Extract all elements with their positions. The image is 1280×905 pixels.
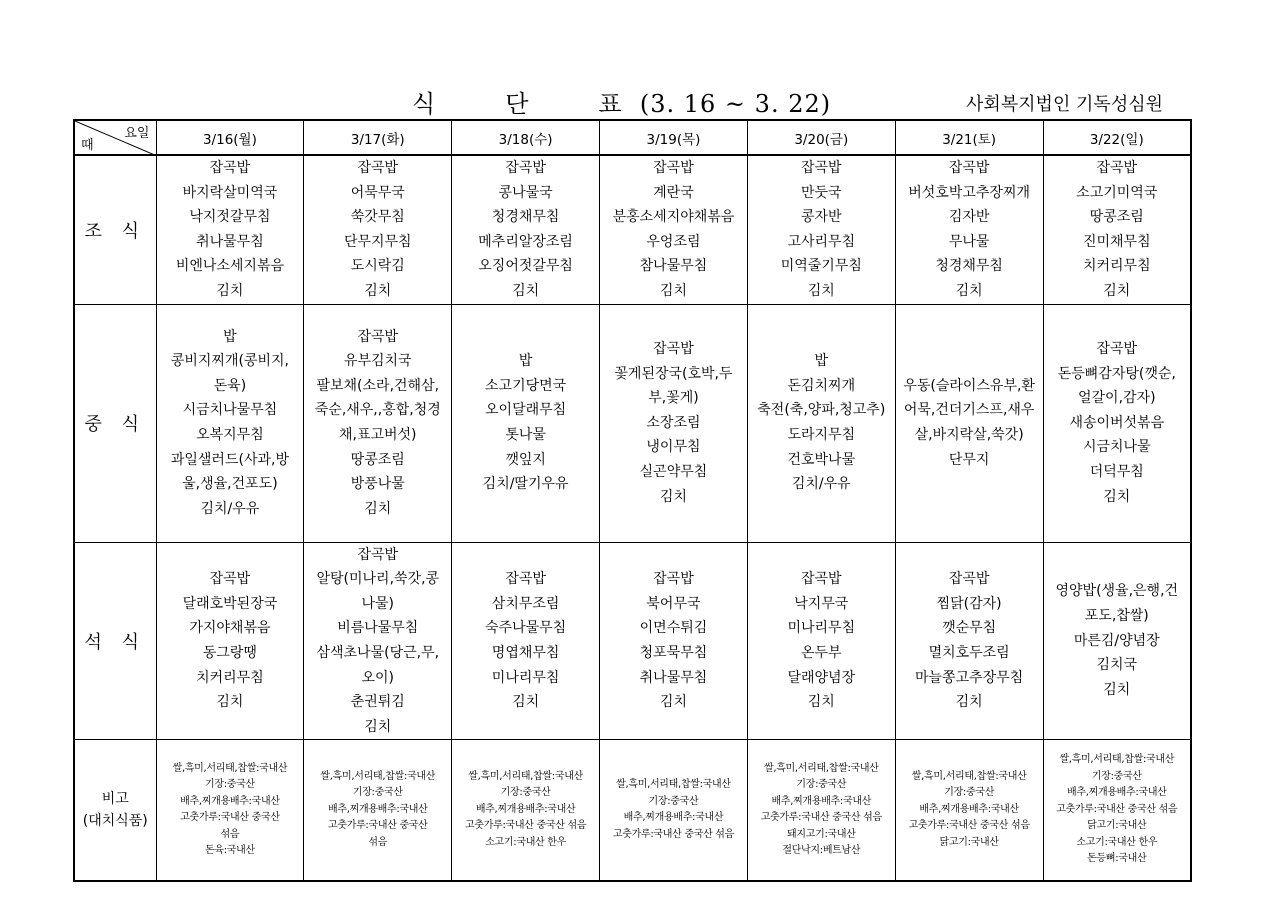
menu-item: 콩자반: [801, 209, 842, 226]
menu-item: 가지야채볶음: [189, 620, 271, 637]
menu-item: 잡곡밥: [505, 160, 546, 176]
menu-item: 김치/딸기우유: [482, 476, 569, 493]
menu-item: 김치: [807, 282, 835, 299]
menu-item: 바지락살미역국: [182, 184, 278, 201]
menu-item: 메추리알장조림: [478, 233, 573, 250]
menu-item: 도라지무침: [787, 427, 856, 444]
menu-item: 김치: [1103, 681, 1131, 698]
menu-item: 청경채무침: [491, 209, 560, 226]
day-header: 3/19(목): [600, 120, 748, 155]
menu-item: 삼치무조림: [491, 595, 560, 612]
menu-item: 김치: [512, 282, 540, 299]
menu-item: 잡곡밥: [209, 571, 251, 588]
menu-item: 청경채무침: [935, 258, 1003, 275]
menu-item: 오징어젓갈무침: [478, 258, 573, 275]
menu-item: 톳나물: [505, 427, 546, 444]
menu-item: 어묵,건더기스프,새우: [903, 402, 1035, 419]
menu-item: 찜닭(감자): [936, 595, 1002, 612]
menu-item: 김치: [659, 694, 687, 711]
menu-cell: [1043, 542, 1191, 740]
notes-label-line: 비고: [101, 791, 129, 808]
menu-cell: [1043, 155, 1191, 304]
origin-note: 배추,찌개용배추:국내산: [327, 803, 428, 815]
menu-item: 김치: [216, 694, 244, 711]
menu-item: 미역줄기무침: [780, 258, 862, 275]
notes-label: [74, 740, 156, 881]
menu-item: 더덕무침: [1089, 463, 1144, 480]
corner-cell: [74, 120, 156, 155]
corner-meal-label: 때: [81, 138, 94, 153]
menu-item: 버섯호박고추장찌개: [908, 184, 1030, 201]
menu-item: 잡곡밥: [357, 160, 399, 176]
menu-item: 꽃게된장국(호박,두: [614, 365, 733, 382]
menu-item: 김치: [807, 694, 835, 711]
menu-item: 진미채무침: [1082, 233, 1151, 250]
menu-item: 실곤약무침: [639, 463, 708, 480]
origin-note: 기장:중국산: [648, 795, 699, 807]
menu-item: 밥: [814, 353, 829, 370]
day-header: 3/16(월): [156, 120, 304, 155]
day-header: 3/18(수): [452, 120, 600, 155]
menu-cell: [600, 304, 748, 542]
menu-item: 우엉조림: [646, 233, 701, 250]
menu-item: 건호박나물: [787, 451, 856, 468]
menu-item: 잡곡밥: [357, 546, 399, 563]
menu-item: 취나물무침: [639, 669, 708, 686]
menu-table: [73, 119, 1192, 882]
origin-note: 고춧가루:국내산 중국산 섞음: [612, 828, 735, 840]
origin-note: 배추,찌개용배추:국내산: [771, 795, 872, 807]
menu-cell: [452, 542, 600, 740]
day-header: 3/20(금): [747, 120, 895, 155]
menu-item: 포도,찹쌀): [1084, 608, 1149, 625]
origin-note: 기장:중국산: [204, 779, 255, 791]
menu-item: 우동(슬라이스유부,환: [903, 377, 1035, 394]
menu-item: 잡곡밥: [653, 571, 694, 588]
dinner-row: [74, 542, 1191, 740]
menu-item: 채,표고버섯): [338, 427, 417, 444]
menu-item: 김치: [1103, 488, 1131, 505]
origin-note: 섞음: [368, 836, 388, 848]
day-header: 3/21(토): [895, 120, 1043, 155]
menu-item: 울,생율,건포도): [182, 476, 278, 493]
menu-cell: [452, 304, 600, 542]
menu-item: 취나물무침: [196, 233, 264, 250]
menu-item: 잡곡밥: [653, 340, 694, 357]
menu-item: 김치: [216, 282, 244, 299]
menu-cell: [747, 155, 895, 304]
menu-item: 김치: [1103, 282, 1131, 299]
menu-item: 콩나물국: [498, 184, 553, 201]
menu-cell: [747, 304, 895, 542]
lunch-row: [74, 304, 1191, 542]
menu-item: 고사리무침: [787, 233, 856, 250]
origin-note: 소고기:국내산 한우: [485, 836, 567, 848]
menu-item: 마른김/양념장: [1073, 632, 1160, 649]
menu-item: 소고기당면국: [485, 377, 567, 394]
menu-item: 냉이무침: [646, 439, 701, 456]
notes-cell: [895, 740, 1043, 881]
origin-note: 고춧가루:국내산 중국산 섞음: [908, 820, 1030, 832]
menu-item: 콩비지찌개(콩비지,: [170, 353, 289, 370]
menu-item: 김치: [955, 694, 983, 711]
origin-note: 고춧가루:국내산 중국산 섞음: [465, 820, 587, 832]
menu-item: 김치/우유: [200, 500, 260, 517]
menu-item: 방풍나물: [350, 476, 405, 493]
menu-cell: [304, 304, 452, 542]
menu-item: 치커리무침: [196, 669, 264, 686]
origin-note: 쌀,흑미,서리태,찹쌀:국내산: [763, 762, 879, 774]
menu-item: 김치: [364, 282, 392, 299]
menu-cell: [156, 155, 304, 304]
origin-note: 소고기:국내산 한우: [1076, 836, 1158, 848]
menu-cell: [895, 304, 1043, 542]
origin-note: 돈등뼈:국내산: [1087, 853, 1147, 865]
menu-item: 무나물: [948, 233, 990, 250]
notes-cell: [156, 740, 304, 881]
origin-note: 고춧가루:국내산 중국산: [180, 812, 280, 824]
menu-item: 잡곡밥: [653, 160, 694, 176]
menu-item: 소고기미역국: [1076, 184, 1158, 201]
menu-item: 밥: [518, 353, 533, 370]
menu-cell: [452, 155, 600, 304]
menu-item: 김치국: [1096, 657, 1138, 674]
menu-item: 김자반: [948, 209, 990, 226]
menu-item: 어묵무국: [350, 184, 405, 201]
menu-cell: [304, 542, 452, 740]
menu-item: 온두부: [801, 644, 842, 661]
menu-item: 잡곡밥: [801, 160, 842, 176]
menu-item: 밥: [223, 328, 237, 345]
menu-item: 소장조림: [646, 414, 701, 431]
menu-cell: [1043, 304, 1191, 542]
organization-name: 사회복지법인 기독성심원: [966, 94, 1163, 115]
menu-item: 명엽채무침: [491, 644, 560, 661]
menu-item: 죽순,새우,,홍합,청경: [314, 402, 441, 419]
menu-item: 잡곡밥: [948, 571, 990, 588]
menu-item: 만둣국: [801, 184, 842, 201]
origin-note: 쌀,흑미,서리태,찹쌀:국내산: [468, 770, 583, 782]
origin-note: 배추,찌개용배추:국내산: [1067, 787, 1167, 799]
menu-item: 시금치나물: [1082, 439, 1151, 456]
menu-cell: [304, 155, 452, 304]
menu-item: 김치: [955, 282, 983, 299]
origin-note: 쌀,흑미,서리태,찹쌀:국내산: [320, 770, 436, 782]
origin-note: 기장:중국산: [796, 779, 847, 791]
menu-item: 낙지무국: [794, 595, 849, 612]
menu-item: 단무지무침: [343, 233, 412, 250]
origin-note: 기장:중국산: [944, 787, 995, 799]
origin-note: 고춧가루:국내산 중국산 섞음: [760, 812, 882, 824]
origin-note: 배추,찌개용배추:국내산: [919, 803, 1019, 815]
menu-item: 삼색초나물(당근,무,: [316, 644, 440, 661]
meal-label: 조 식: [74, 155, 156, 304]
origin-note: 고춧가루:국내산 중국산 섞음: [1056, 803, 1178, 815]
menu-item: 시금치나물무침: [182, 402, 278, 419]
origin-note: 쌀,흑미,서리태,찹쌀:국내산: [172, 762, 288, 774]
menu-item: 잡곡밥: [1096, 160, 1138, 176]
menu-item: 김치: [364, 718, 392, 735]
meal-label: 석 식: [74, 542, 156, 740]
menu-item: 축전(축,양파,청고추): [757, 402, 886, 419]
menu-item: 이면수튀김: [639, 620, 708, 637]
origin-note: 쌀,흑미,서리태,찹쌀:국내산: [911, 770, 1027, 782]
menu-item: 김치: [659, 488, 687, 505]
origin-note: 쌀,흑미,서리태,찹쌀:국내산: [616, 779, 731, 791]
menu-item: 오복지무침: [196, 427, 264, 444]
menu-item: 살,바지락살,쑥갓): [914, 427, 1024, 444]
origin-note: 배추,찌개용배추:국내산: [475, 803, 576, 815]
menu-item: 얼갈이,감자): [1078, 390, 1156, 407]
menu-cell: [895, 542, 1043, 740]
origin-note: 돼지고기:국내산: [787, 828, 856, 840]
menu-item: 달래호박된장국: [182, 595, 278, 612]
notes-cell: [452, 740, 600, 881]
origin-note: 배추,찌개용배추:국내산: [180, 795, 280, 807]
menu-item: 김치: [364, 500, 392, 517]
menu-cell: [156, 542, 304, 740]
origin-note: 배추,찌개용배추:국내산: [623, 812, 724, 824]
menu-item: 영양밥(생율,은행,건: [1055, 583, 1179, 600]
menu-item: 참나물무침: [639, 258, 708, 275]
origin-note: 쌀,흑미,서리태,찹쌀:국내산: [1059, 754, 1175, 766]
origin-note: 기장:중국산: [352, 787, 403, 799]
origin-note: 닭고기:국내산: [939, 836, 999, 848]
page-title: 식 단 표 (3. 16 ~ 3. 22): [412, 90, 832, 118]
menu-cell: [895, 155, 1043, 304]
notes-cell: [600, 740, 748, 881]
menu-item: 비엔나소세지볶음: [175, 258, 285, 275]
menu-item: 깻잎지: [505, 451, 546, 468]
menu-item: 잡곡밥: [357, 328, 399, 345]
notes-label-line: (대치식품): [82, 813, 148, 830]
breakfast-row: [74, 155, 1191, 304]
menu-item: 김치: [512, 694, 540, 711]
menu-item: 유부김치국: [343, 353, 412, 370]
menu-item: 돈육): [213, 377, 247, 394]
menu-item: 숙주나물무침: [485, 620, 567, 637]
menu-item: 과일샐러드(사과,방: [170, 451, 289, 468]
menu-item: 김치: [659, 282, 687, 299]
menu-item: 청포묵무침: [639, 644, 708, 661]
menu-item: 미나리무침: [787, 620, 856, 637]
menu-cell: [600, 155, 748, 304]
menu-cell: [600, 542, 748, 740]
origin-note: 고춧가루:국내산 중국산: [327, 820, 428, 832]
menu-item: 쑥갓무침: [350, 209, 405, 226]
menu-item: 단무지: [948, 451, 990, 468]
menu-item: 알탕(미나리,쑥갓,콩: [316, 571, 440, 588]
menu-item: 돈등뼈감자탕(깻순,: [1057, 365, 1176, 382]
menu-item: 새송이버섯볶음: [1069, 414, 1165, 431]
menu-item: 땅콩조림: [350, 451, 405, 468]
menu-cell: [156, 304, 304, 542]
meal-label: 중 식: [74, 304, 156, 542]
origin-note: 절단낙지:베트남산: [782, 845, 861, 857]
notes-cell: [1043, 740, 1191, 881]
menu-item: 땅콩조림: [1089, 209, 1144, 226]
menu-item: 팔보채(소라,건해삼,: [316, 377, 440, 394]
menu-item: 춘권튀김: [350, 694, 405, 711]
menu-item: 잡곡밥: [209, 160, 251, 176]
menu-item: 도시락김: [350, 258, 405, 275]
corner-day-label: 요일: [124, 126, 150, 141]
menu-item: 부,꽃게): [648, 390, 699, 407]
menu-item: 마늘쫑고추장무침: [915, 669, 1024, 686]
origin-note: 기장:중국산: [500, 787, 551, 799]
menu-item: 나물): [361, 595, 395, 612]
menu-item: 북어무국: [646, 595, 701, 612]
menu-item: 잡곡밥: [1096, 340, 1138, 357]
menu-item: 비름나물무침: [337, 620, 419, 637]
menu-item: 멸치호두조림: [928, 644, 1010, 661]
day-header: 3/22(일): [1043, 120, 1191, 155]
menu-item: 동그랑땡: [202, 644, 257, 661]
day-header: 3/17(화): [304, 120, 452, 155]
menu-item: 분홍소세지야채볶음: [612, 209, 735, 226]
menu-item: 잡곡밥: [948, 160, 990, 176]
menu-item: 낙지젓갈무침: [189, 209, 271, 226]
menu-item: 깻순무침: [942, 620, 997, 637]
menu-item: 김치/우유: [791, 476, 851, 493]
origin-note: 섞음: [220, 828, 240, 840]
notes-row: [74, 740, 1191, 881]
menu-item: 계란국: [653, 184, 694, 201]
menu-item: 치커리무침: [1082, 258, 1151, 275]
origin-note: 닭고기:국내산: [1087, 820, 1147, 832]
menu-item: 잡곡밥: [801, 571, 842, 588]
header-row: [74, 120, 1191, 155]
menu-item: 오이달래무침: [485, 402, 567, 419]
notes-cell: [747, 740, 895, 881]
menu-item: 오이): [361, 669, 395, 686]
menu-item: 잡곡밥: [505, 571, 546, 588]
origin-note: 돈육:국내산: [204, 845, 255, 857]
menu-item: 미나리무침: [491, 669, 560, 686]
menu-cell: [747, 542, 895, 740]
menu-item: 달래양념장: [787, 669, 856, 686]
menu-item: 돈김치찌개: [787, 377, 856, 394]
origin-note: 기장:중국산: [1091, 770, 1142, 782]
notes-cell: [304, 740, 452, 881]
